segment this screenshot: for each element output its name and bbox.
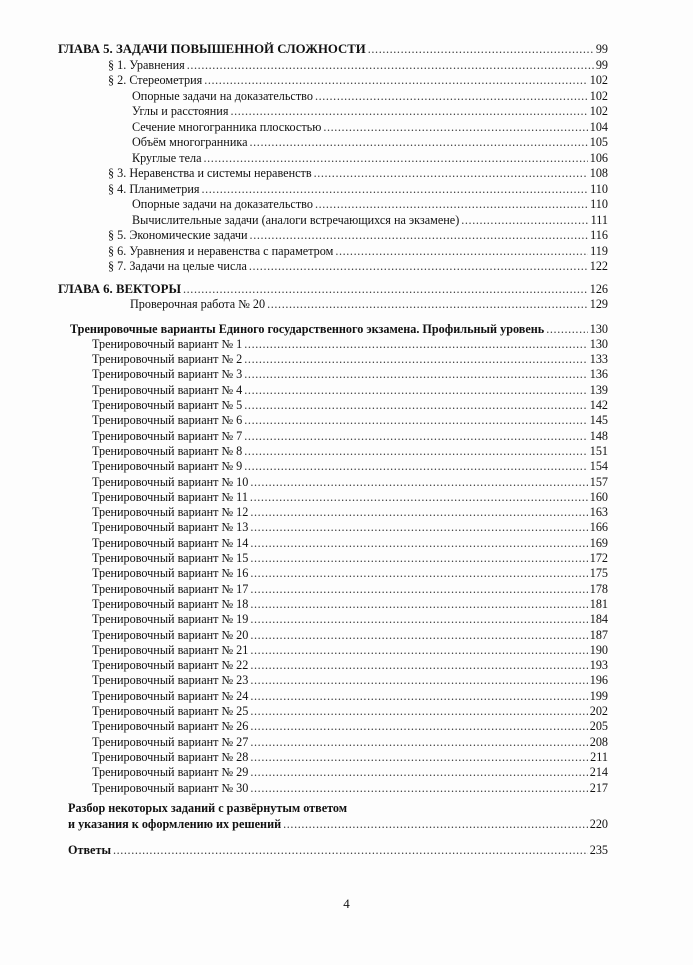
toc-variant: [92, 717, 608, 733]
dot-leader: [250, 689, 587, 703]
toc-entry-title: Сечение многогранника плоскостью: [132, 119, 322, 134]
toc-analysis-entry: [68, 815, 608, 831]
toc-entry-page: 202: [589, 704, 608, 718]
toc-entry-page: 126: [589, 281, 608, 296]
toc-variant: [92, 457, 608, 473]
toc-variant: [92, 473, 608, 489]
toc-variant: [92, 687, 608, 703]
toc-entry-page: 139: [589, 382, 608, 397]
toc-entry-title: Тренировочный вариант № 9: [92, 459, 243, 474]
dot-leader: [267, 297, 588, 311]
dot-leader: [250, 551, 587, 565]
toc-entry-title: Углы и расстояния: [132, 104, 229, 118]
toc-entry-title: § 3. Неравенства и системы неравенств: [108, 166, 312, 180]
toc-variant: [92, 488, 608, 504]
toc-variant: [92, 733, 608, 749]
toc-entry-page: 166: [589, 520, 608, 535]
toc-entry-title: Объём многогранника: [132, 135, 248, 149]
toc-entry-page: 142: [589, 398, 608, 412]
toc-variant: [92, 518, 608, 534]
toc-entry-title: Тренировочный вариант № 16: [92, 566, 249, 581]
toc-entry-page: 196: [589, 673, 608, 688]
toc-entry-title: и указания к оформлению их решений: [68, 816, 282, 831]
toc-variant: [92, 503, 608, 519]
toc-entry-title: § 4. Планиметрия: [108, 181, 200, 196]
toc-entry-title: Тренировочный вариант № 10: [92, 474, 249, 489]
toc-item: [108, 71, 608, 87]
dot-leader: [250, 719, 587, 733]
toc-entry-page: 157: [589, 474, 608, 489]
toc-entry-title: Тренировочный вариант № 11: [92, 489, 248, 504]
toc-entry-page: 214: [589, 765, 608, 780]
toc-entry-page: 151: [589, 443, 608, 458]
toc-entry-title: Тренировочный вариант № 8: [92, 443, 243, 458]
dot-leader: [250, 135, 588, 149]
toc-item: [108, 257, 608, 273]
dot-leader: [250, 673, 587, 687]
toc-item: [108, 226, 608, 242]
toc-entry-title: Тренировочный вариант № 15: [92, 551, 249, 565]
dot-leader: [461, 213, 588, 227]
toc-entry-page: 105: [589, 135, 608, 149]
toc-entry-page: 116: [590, 228, 608, 242]
dot-leader: [249, 259, 588, 273]
toc-entry-page: 110: [590, 197, 608, 211]
toc-entry-title: Тренировочный вариант № 27: [92, 734, 249, 749]
toc-entry-page: 110: [590, 181, 608, 196]
toc-entry-title: Тренировочный вариант № 25: [92, 704, 249, 718]
toc-entry-title: Тренировочный вариант № 4: [92, 382, 243, 397]
toc-entry-title: Тренировочный вариант № 30: [92, 780, 249, 795]
toc-variant: [92, 641, 608, 657]
toc-entry-page: 104: [589, 119, 608, 134]
toc-entry-page: 184: [589, 612, 608, 627]
toc-entry-title: Тренировочный вариант № 24: [92, 688, 249, 703]
dot-leader: [204, 73, 588, 87]
toc-variant: [92, 779, 608, 795]
toc-variant: [92, 534, 608, 550]
toc-entry-page: 130: [589, 321, 608, 336]
toc-entry-page: 178: [589, 581, 608, 596]
toc-variant: [92, 442, 608, 458]
toc-variant: [92, 702, 608, 718]
dot-leader: [250, 228, 589, 242]
toc-entry-title: § 2. Стереометрия: [108, 73, 203, 87]
toc-entry-page: 187: [589, 627, 608, 642]
toc-entry-title: Тренировочный вариант № 19: [92, 612, 249, 627]
page-number: 4: [343, 896, 350, 911]
toc-entry-page: 154: [589, 459, 608, 474]
dot-leader: [230, 104, 587, 118]
toc-entry-title: ГЛАВА 5. ЗАДАЧИ ПОВЫШЕННОЙ СЛОЖНОСТИ: [58, 42, 366, 56]
toc-entry-page: 205: [589, 719, 608, 734]
toc-variant: [92, 671, 608, 687]
dot-leader: [204, 151, 588, 165]
toc-entry-title: Тренировочный вариант № 26: [92, 719, 249, 734]
dot-leader: [244, 398, 587, 412]
toc-entry-page: 102: [589, 104, 608, 118]
toc-entry-page: 136: [589, 367, 608, 382]
dot-leader: [244, 459, 587, 473]
dot-leader: [250, 597, 587, 611]
toc-entry-title: Тренировочный вариант № 29: [92, 765, 249, 780]
dot-leader: [250, 505, 587, 519]
dot-leader: [250, 735, 587, 749]
dot-leader: [546, 322, 587, 336]
toc-entry-title: Тренировочный вариант № 6: [92, 413, 243, 428]
toc-entry-title: Проверочная работа № 20: [130, 297, 266, 311]
toc-item: [108, 180, 608, 196]
toc-entry-title: Тренировочный вариант № 18: [92, 596, 249, 611]
dot-leader: [244, 367, 587, 381]
toc-item: [132, 87, 608, 103]
toc-entry-title: § 5. Экономические задачи: [108, 228, 248, 242]
toc-entry-page: 169: [589, 535, 608, 550]
dot-leader: [250, 658, 587, 672]
toc-entry-page: 175: [589, 566, 608, 581]
toc-entry-title: Тренировочный вариант № 17: [92, 581, 249, 596]
dot-leader: [368, 42, 594, 56]
dot-leader: [250, 628, 587, 642]
toc-item: [108, 242, 608, 258]
toc-entry-page: 208: [589, 734, 608, 749]
toc-entry-page: 199: [589, 688, 608, 703]
toc-entry-title: Тренировочный вариант № 22: [92, 658, 249, 673]
toc-entry-title: Ответы: [68, 842, 111, 857]
dot-leader: [244, 413, 587, 427]
toc-variant: [92, 580, 608, 596]
toc-variant: [92, 763, 608, 779]
toc-entry-title: Тренировочный вариант № 28: [92, 749, 249, 764]
toc-entry-title: Тренировочный вариант № 7: [92, 428, 243, 443]
toc-entry-page: 148: [589, 428, 608, 443]
dot-leader: [250, 643, 587, 657]
toc-entry-page: 220: [589, 816, 608, 831]
toc-item: [130, 295, 608, 311]
toc-variant: [92, 656, 608, 672]
toc-variant: [92, 335, 608, 351]
toc-entry-page: 99: [595, 57, 608, 72]
toc-item: [108, 164, 608, 180]
toc-item: [132, 102, 608, 118]
dot-leader: [250, 536, 587, 550]
toc-entry-page: 235: [589, 842, 608, 857]
toc-chapter-5: [58, 40, 608, 56]
dot-leader: [244, 444, 587, 458]
toc-item: [132, 118, 608, 134]
toc-entry-title: Тренировочный вариант № 23: [92, 673, 249, 688]
toc-entry-page: 99: [595, 42, 608, 56]
toc-variant: [92, 748, 608, 764]
toc-entry-page: 119: [590, 243, 608, 258]
toc-entry-title: Тренировочный вариант № 20: [92, 627, 249, 642]
dot-leader: [244, 352, 587, 366]
dot-leader: [250, 475, 587, 489]
dot-leader: [250, 704, 587, 718]
toc-entry-page: 181: [589, 596, 608, 611]
toc-variant: [92, 595, 608, 611]
toc-entry-title: Тренировочный вариант № 14: [92, 535, 249, 550]
toc-entry-page: 217: [589, 780, 608, 795]
toc-item: [108, 56, 608, 72]
toc-entry-title: ГЛАВА 6. ВЕКТОРЫ: [58, 281, 182, 296]
toc-entry-page: 129: [589, 297, 608, 311]
toc-entry-title: Тренировочный вариант № 5: [92, 398, 243, 412]
toc-entry-title: Тренировочные варианты Единого государственного экзамена. Профильный уровень: [70, 321, 545, 336]
toc-entry-page: 106: [589, 150, 608, 165]
dot-leader: [250, 750, 588, 764]
toc-entry-page: 211: [590, 749, 608, 764]
dot-leader: [323, 120, 587, 134]
toc-variant: [92, 411, 608, 427]
dot-leader: [201, 182, 588, 196]
toc-variant: [92, 626, 608, 642]
dot-leader: [314, 166, 588, 180]
dot-leader: [244, 337, 587, 351]
toc-entry-title: § 6. Уравнения и неравенства с параметром: [108, 243, 334, 258]
toc-entry-title: § 1. Уравнения: [108, 57, 185, 72]
toc-analysis-line1: Разбор некоторых заданий с развёрнутым ответом: [68, 800, 348, 815]
toc-entry-page: 145: [589, 413, 608, 428]
dot-leader: [335, 244, 588, 258]
toc-entry-page: 190: [589, 642, 608, 657]
toc-entry-title: § 7. Задачи на целые числа: [108, 259, 247, 273]
toc-variant: [92, 365, 608, 381]
toc-entry-page: 193: [589, 658, 608, 673]
dot-leader: [244, 383, 587, 397]
toc-variant: [92, 396, 608, 412]
toc-entry-title: Тренировочный вариант № 13: [92, 520, 249, 535]
dot-leader: [250, 612, 587, 626]
toc-entry-title: Круглые тела: [132, 150, 202, 165]
dot-leader: [244, 429, 587, 443]
dot-leader: [250, 582, 587, 596]
toc-variant: [92, 610, 608, 626]
toc-entry-title: Тренировочный вариант № 21: [92, 642, 249, 657]
dot-leader: [113, 843, 588, 857]
toc-variant: [92, 549, 608, 565]
toc-entry-page: 163: [589, 505, 608, 520]
toc-entry-page: 111: [590, 212, 608, 227]
toc-entry-page: 122: [589, 259, 608, 273]
toc-variant: [92, 427, 608, 443]
toc-item: [132, 133, 608, 149]
toc-chapter-6: [58, 280, 608, 296]
dot-leader: [250, 781, 587, 795]
toc-entry-page: 130: [589, 336, 608, 351]
toc-variant: [92, 350, 608, 366]
toc-item: [132, 211, 608, 227]
dot-leader: [250, 490, 588, 504]
toc-training-section: [70, 320, 608, 336]
toc-entry-page: 108: [589, 166, 608, 180]
toc-item: [132, 195, 608, 211]
dot-leader: [283, 817, 588, 831]
dot-leader: [250, 566, 587, 580]
toc-entry-title: Опорные задачи на доказательство: [132, 88, 313, 103]
toc-entry-page: 133: [589, 352, 608, 367]
toc-entry-title: Тренировочный вариант № 1: [92, 336, 243, 351]
toc-entry-title: Тренировочный вариант № 2: [92, 352, 243, 367]
toc-variant: [92, 381, 608, 397]
toc-entry-page: 102: [589, 88, 608, 103]
dot-leader: [250, 765, 587, 779]
toc-entry-title: Вычислительные задачи (аналоги встречающихся на экзамене): [132, 212, 460, 227]
dot-leader: [315, 89, 588, 103]
dot-leader: [250, 520, 587, 534]
toc-entry-page: 160: [589, 489, 608, 504]
dot-leader: [187, 58, 594, 72]
toc-entry-title: Опорные задачи на доказательство: [132, 197, 313, 211]
dot-leader: [183, 282, 588, 296]
toc-answers: [68, 841, 608, 857]
toc-entry-title: Тренировочный вариант № 3: [92, 367, 243, 382]
toc-entry-title: Тренировочный вариант № 12: [92, 505, 249, 520]
dot-leader: [315, 197, 588, 211]
toc-variant: [92, 564, 608, 580]
toc-entry-page: 172: [589, 551, 608, 565]
toc-item: [132, 149, 608, 165]
toc-entry-page: 102: [589, 73, 608, 87]
